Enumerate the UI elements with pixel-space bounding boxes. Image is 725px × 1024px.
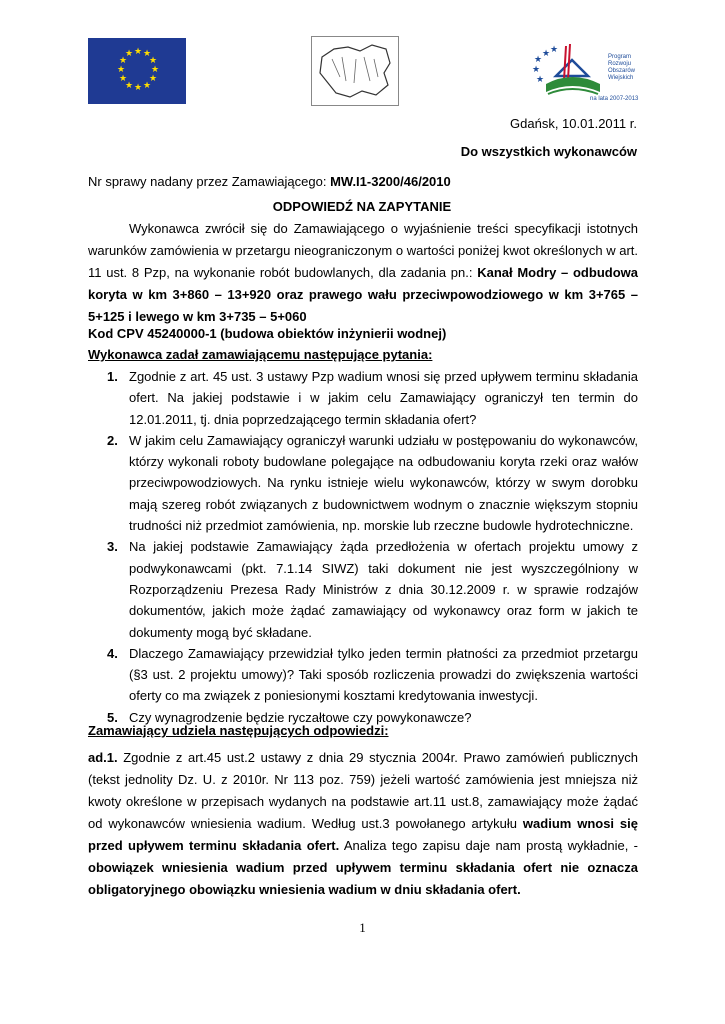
eu-flag-logo [88, 38, 186, 104]
answers-heading: Zamawiający udziela następujących odpowiedzi: [88, 723, 389, 738]
task-name: Kanał Modry – odbudowa koryta w km 3+860 – 13+920 oraz prawego wału przeciwpowodziowego w km 3+765 – 5+125 i lewego w km 3+735 – 5+060 [88, 265, 638, 324]
svg-text:★: ★ [143, 81, 152, 91]
case-number: MW.I1-3200/46/2010 [330, 174, 451, 189]
prow-text: Program Rozwoju Obszarów Wiejskich [608, 54, 636, 81]
question-number: 1. [107, 369, 118, 384]
svg-text:★: ★ [134, 47, 143, 57]
county-map-logo [311, 36, 399, 106]
question-number: 5. [107, 709, 118, 725]
questions-list [88, 366, 638, 728]
question-item [88, 430, 638, 536]
svg-text:★: ★ [149, 74, 158, 84]
svg-text:★: ★ [143, 49, 152, 59]
question-number: 3. [107, 539, 118, 555]
question-item [88, 643, 638, 707]
intro-text: Wykonawca zwrócił się do Zamawiającego o wyjaśnienie treści specyfikacji istotnych warunków zamówienia w przetargu nieograniczonym o wartości poniżej kwot określonych w art. 11 ust. 8 Pzp, na wykonanie robót budowlanych, dla zadania pn.: [88, 221, 638, 280]
answer-1-text-1: Zgodnie z art.45 ust.2 ustawy z dnia 29 stycznia 2004r. Prawo zamówień publicznych (tekst jednolity Dz. U. z 2010r. Nr 113 poz. 759) jeżeli wartość zamówienia jest mniejsza niż kwoty określone w przepisach wydanych na podstawie art.11 ust.8, zamawiający może żądać od wykonawców wniesienia wadium. Według ust.3 powołanego artykułu [88, 750, 638, 831]
svg-text:★: ★ [532, 65, 541, 75]
question-text: Na jakiej podstawie Zamawiający żąda przedłożenia w ofertach projektu umowy z podwykonawcami (pkt. 7.1.14 SIWZ) taki dokument nie jest wyszczególniony w Rozporządzeniu Prezesa Rady Ministrów z dnia 30.12.2009 r. w sprawie rodzajów dokumentów, jakich może żądać zamawiający od wykonawcy oraz form w jakich te dokumenty mogą być składane. [129, 539, 638, 640]
question-text: Dlaczego Zamawiający przewidział tylko jeden termin płatności za przedmiot przetargu (§3 ust. 2 projektu umowy)? Taki sposób rozliczenia prowadzi do zwiększenia wartości oferty co ma związek z poniesionymi kosztami kredytowania inwestycji. [129, 645, 638, 704]
addressee: Do wszystkich wykonawców [460, 144, 637, 159]
svg-text:★: ★ [151, 65, 160, 75]
case-number-line [88, 172, 451, 192]
answer-1-text-2: Analiza tego zapisu daje nam prostą wykładnie, - [339, 838, 639, 853]
prow-emblem-icon [528, 40, 608, 100]
question-number: 4. [107, 645, 118, 661]
question-number: 2. [107, 432, 118, 448]
svg-text:★: ★ [117, 65, 126, 75]
intro-paragraph [88, 218, 638, 328]
svg-text:★: ★ [125, 49, 134, 59]
svg-text:★: ★ [149, 56, 158, 66]
prow-years: na lata 2007-2013 [590, 96, 639, 102]
document-title: ODPOWIEDŹ NA ZAPYTANIE [272, 199, 452, 214]
svg-text:★: ★ [134, 83, 143, 93]
answer-1-label: ad.1. [88, 750, 118, 765]
question-item [88, 536, 638, 642]
svg-text:★: ★ [536, 75, 545, 85]
prow-logo [528, 40, 648, 106]
question-text: Czy wynagrodzenie będzie ryczałtowe czy powykonawcze? [129, 709, 472, 725]
cpv-code: Kod CPV 45240000-1 (budowa obiektów inżynierii wodnej) [88, 326, 447, 341]
question-text: W jakim celu Zamawiający ograniczył warunki udziału w postępowaniu do wykonawców, którzy wykonali roboty budowlane polegające na odbudowaniu koryta rzeki oraz wałów przeciwpowodziowych. Na rynku istnieje wielu wykonawców, którzy w swym dorobku mają szereg robót związanych z budownictwem wodnym o znacznie większym stopniu trudności niż przedmiot zamówienia, np. morskie lub rzeczne budowle hydrotechniczne. [129, 432, 638, 534]
question-text: Zgodnie z art. 45 ust. 3 ustawy Pzp wadium wnosi się przed upływem terminu składania ofert. Na jakiej podstawie i w jakim celu Zamawiający ograniczył ten termin do 12.01.2011, tj. dnia poprzedzającego termin składania ofert? [129, 369, 638, 427]
svg-text:★: ★ [534, 55, 543, 65]
answer-1-paragraph [88, 747, 638, 901]
svg-text:★: ★ [550, 45, 559, 55]
questions-heading: Wykonawca zadał zamawiającemu następujące pytania: [88, 347, 433, 362]
svg-text:★: ★ [542, 49, 551, 59]
answer-1-bold-2: obowiązek wniesienia wadium przed upływem terminu składania ofert nie oznacza obligatoryjnego obowiązku wniesienia wadium w dniu składania ofert. [88, 860, 638, 897]
page-number: 1 [359, 920, 366, 935]
answer-1-bold-1: wadium wnosi się przed upływem terminu składania ofert. [88, 816, 638, 853]
place-date: Gdańsk, 10.01.2011 r. [510, 116, 637, 131]
case-label: Nr sprawy nadany przez Zamawiającego: [88, 174, 331, 189]
map-outline-icon [312, 37, 398, 105]
svg-text:★: ★ [119, 56, 128, 66]
svg-text:★: ★ [125, 81, 134, 91]
eu-stars-icon [88, 38, 186, 104]
question-item [88, 366, 638, 430]
svg-text:★: ★ [119, 74, 128, 84]
